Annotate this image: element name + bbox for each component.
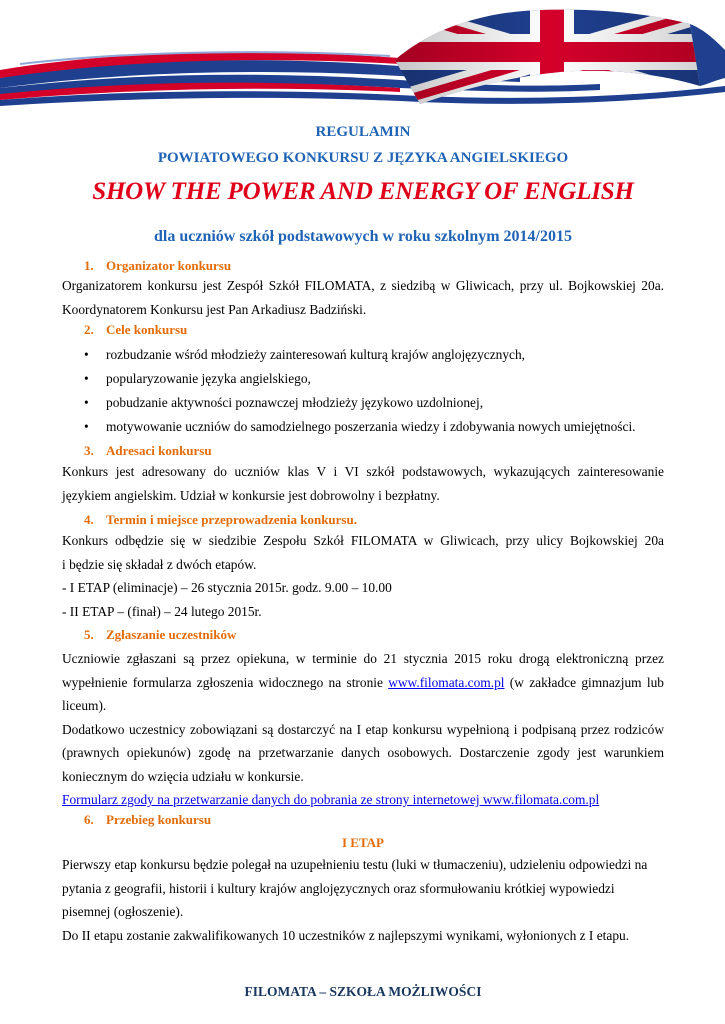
section-4-text: Konkurs odbędzie się w siedzibie Zespołu Szkół FILOMATA w Gliwicach, przy ulicy Bojkowskiej 20a i będzie się składał z dwóch etapów. - I ETAP (eliminacje) – 26 stycznia 2015r. godz. 9.00 – 10.00 - II ETAP – (finał) – 24 lutego 2015r.: [62, 533, 664, 619]
section-6-heading: 6. Przebieg konkursu: [84, 812, 212, 827]
subtitle: dla uczniów szkół podstawowych w roku szkolnym 2014/2015: [154, 228, 572, 245]
section-3-heading: 3. Adresaci konkursu: [84, 443, 212, 458]
section-3-text: Konkurs jest adresowany do uczniów klas V i VI szkół podstawowych, wykazujących zainteresowanie językiem angielskim. Udział w konkursie jest dobrowolny i bezpłatny.: [62, 464, 664, 503]
section-4-heading: 4. Termin i miejsce przeprowadzenia konkursu.: [84, 512, 357, 527]
section-1-text: Organizatorem konkursu jest Zespół Szkół FILOMATA, z siedzibą w Gliwicach, przy ul. Bojkowskiej 20a. Koordynatorem Konkursu jest Pan Arkadiusz Badziński.: [62, 278, 664, 317]
section-2-heading: 2. Cele konkursu: [84, 322, 188, 337]
filomata-website-link[interactable]: www.filomata.com.pl: [388, 674, 505, 690]
list-item: • rozbudzanie wśród młodzieży zainteresowań kulturą krajów anglojęzycznych,: [84, 347, 526, 362]
consent-form-link[interactable]: Formularz zgody na przetwarzanie danych do pobrania ze strony internetowej www.filomata.com.pl: [62, 792, 600, 807]
footer-slogan: FILOMATA – SZKOŁA MOŻLIWOŚCI: [244, 984, 482, 999]
section-1-heading: 1. Organizator konkursu: [84, 258, 232, 273]
section-5-text: Uczniowie zgłaszani są przez opiekuna, w terminie do 21 stycznia 2015 roku drogą elektroniczną przez wypełnienie formularza zgłoszenia widocznego na stronie www.filomata.com.pl (w zakładce gimnazjum lub liceum). Dodatkowo uczestnicy zobowiązani są dostarczyć na I etap konkursu wypełnioną i podpisaną przez rodziców (prawnych opiekunów) zgodę na przetwarzanie danych osobowych. Dostarczenie zgody jest warunkiem koniecznym do wzięcia udziału w konkursie. Formularz zgody na przetwarzanie danych do pobrania ze strony internetowej www.filomata.com.pl: [62, 651, 664, 807]
header-competition: POWIATOWEGO KONKURSU Z JĘZYKA ANGIELSKIEGO: [157, 150, 569, 166]
list-item: • popularyzowanie języka angielskiego,: [84, 371, 311, 386]
section-6-text: Pierwszy etap konkursu będzie polegał na uzupełnieniu testu (luki w tłumaczeniu), udzieleniu odpowiedzi na pytania z geografii, historii i kultury krajów anglojęzycznych oraz sformułowaniu krótkiej wypowiedzi pisemnej (ogłoszenie). Do II etapu zostanie zakwalifikowanych 10 uczestników z najlepszymi wynikami, wyłonionych z I etapu.: [62, 857, 648, 943]
section-5-heading: 5. Zgłaszanie uczestników: [84, 627, 237, 642]
list-item: • motywowanie uczniów do samodzielnego poszerzania wiedzy i zdobywania nowych umiejętności.: [84, 419, 636, 434]
list-item: • pobudzanie aktywności poznawczej młodzieży językowo uzdolnionej,: [84, 395, 484, 410]
union-jack-ribbon-banner: [0, 0, 725, 112]
main-title: SHOW THE POWER AND ENERGY OF ENGLISH: [92, 178, 634, 205]
header-regulamin: REGULAMIN: [315, 124, 411, 140]
stage-1-title: I ETAP: [341, 835, 384, 850]
